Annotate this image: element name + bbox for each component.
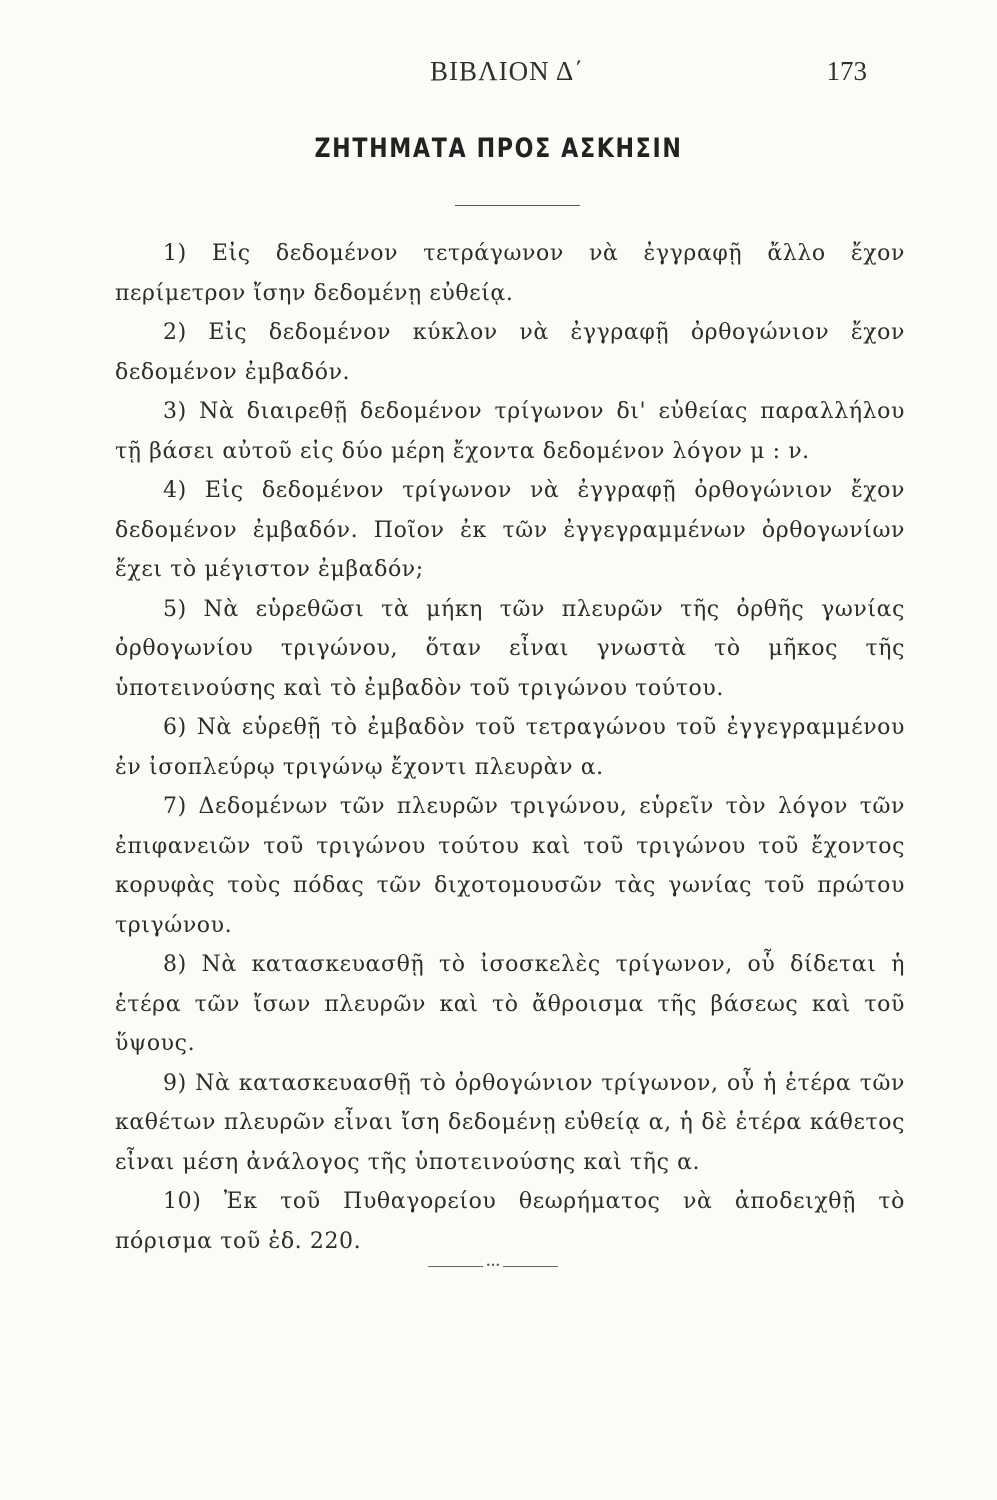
exercise-4: 4) Εἰς δεδομένον τρίγωνον νὰ ἐγγραφῇ ὀρθογώνιον ἔχον δεδομένον ἐμβαδόν. Ποῖον ἐκ τῶν ἐγγεγραμμένων ὀρθογωνίων ἔχει τὸ μέγιστον ἐμβαδόν; xyxy=(115,478,905,582)
page-number: 173 xyxy=(826,56,867,86)
exercise-1: 1) Εἰς δεδομένον τετράγωνον νὰ ἐγγραφῇ ἄλλο ἔχον περίμετρον ἴσην δεδομένῃ εὐθείᾳ. xyxy=(115,241,905,306)
exercise-5: 5) Νὰ εὑρεθῶσι τὰ μήκη τῶν πλευρῶν τῆς ὀρθῆς γωνίας ὀρθογωνίου τριγώνου, ὅταν εἶναι γνωστὰ τὸ μῆκος τῆς ὑποτεινούσης καὶ τὸ ἐμβαδὸν τοῦ τριγώνου τούτου. xyxy=(115,596,905,701)
exercise-7: 7) Δεδομένων τῶν πλευρῶν τριγώνου, εὑρεῖν τὸν λόγον τῶν ἐπιφανειῶν τοῦ τριγώνου τούτου καὶ τοῦ τριγώνου τοῦ ἔχοντος κορυφὰς τοὺς πόδας τῶν διχοτομουσῶν τὰς γωνίας τοῦ πρώτου τριγώνου. xyxy=(115,794,905,938)
exercise-2: 2) Εἰς δεδομένον κύκλον νὰ ἐγγραφῇ ὀρθογώνιον ἔχον δεδομένον ἐμβαδόν. xyxy=(115,320,905,385)
exercise-9: 9) Νὰ κατασκευασθῇ τὸ ὀρθογώνιον τρίγωνον, οὗ ἡ ἑτέρα τῶν καθέτων πλευρῶν εἶναι ἴση δεδομένῃ εὐθείᾳ α, ἡ δὲ ἑτέρα κάθετος εἶναι μέση ἀνάλογος τῆς ὑποτεινούσης καὶ τῆς α. xyxy=(115,1070,905,1175)
end-ornament: ••• xyxy=(483,1262,503,1270)
exercise-6: 6) Νὰ εὑρεθῇ τὸ ἐμβαδὸν τοῦ τετραγώνου τοῦ ἐγγεγραμμένου ἐν ἰσοπλεύρῳ τριγώνῳ ἔχοντι πλευρὰν α. xyxy=(115,715,905,780)
exercise-3: 3) Νὰ διαιρεθῇ δεδομένον τρίγωνον δι' εὐθείας παραλλήλου τῇ βάσει αὐτοῦ εἰς δύο μέρη ἔχοντα δεδομένον λόγον μ : ν. xyxy=(115,399,905,464)
running-title: ΒΙΒΛΙΟΝ Δ΄ xyxy=(430,56,585,86)
exercise-8: 8) Νὰ κατασκευασθῇ τὸ ἰσοσκελὲς τρίγωνον, οὗ δίδεται ἡ ἑτέρα τῶν ἴσων πλευρῶν καὶ τὸ ἄθροισμα τῆς βάσεως καὶ τοῦ ὕψους. xyxy=(115,952,905,1056)
running-head xyxy=(0,56,997,96)
exercise-10: 10) Ἐκ τοῦ Πυθαγορείου θεωρήματος νὰ ἀποδειχθῇ τὸ πόρισμα τοῦ ἐδ. 220. xyxy=(115,1189,905,1254)
exercise-list xyxy=(115,234,905,1261)
section-heading: ΖΗΤΗΜΑΤΑ ΠΡΟΣ ΑΣΚΗΣΙΝ xyxy=(314,133,683,164)
heading-rule xyxy=(455,205,580,206)
end-ornament-rule xyxy=(428,1262,558,1270)
